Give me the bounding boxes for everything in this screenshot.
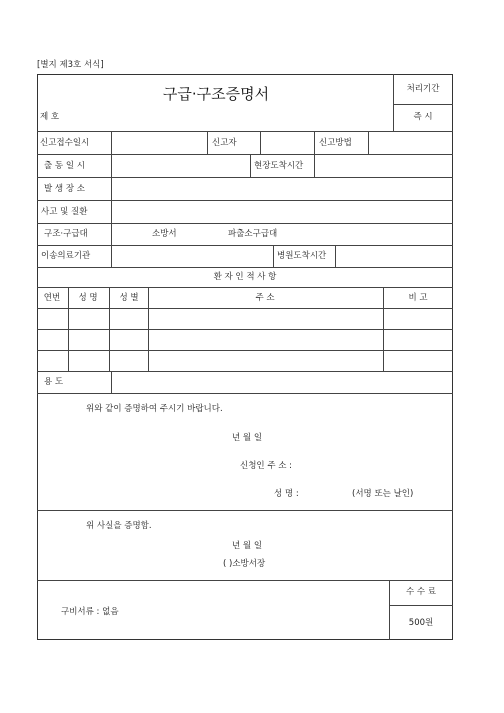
fee-column-line <box>389 580 390 640</box>
column-line <box>383 287 384 371</box>
local-unit-text: 파출소구급대 <box>228 229 278 239</box>
column-line <box>260 131 261 154</box>
column-line <box>111 245 112 267</box>
fee-divider <box>389 605 453 606</box>
row-line <box>37 580 453 581</box>
row-line <box>37 393 453 394</box>
row-line <box>37 131 453 132</box>
column-line <box>207 131 208 154</box>
row-line <box>37 329 453 330</box>
document-title: 구급·구조증명서 <box>162 85 270 103</box>
row-line <box>37 154 453 155</box>
required-documents: 구비서류 : 없음 <box>61 607 119 617</box>
label-rescue-team: 구조·구급대 <box>44 229 88 239</box>
row-line <box>37 177 453 178</box>
column-line <box>314 154 315 177</box>
signature-note: (서명 또는 날인) <box>352 489 414 499</box>
column-line <box>111 371 112 393</box>
label-scene-arrival-time: 현장도착시간 <box>254 161 304 171</box>
form-number-tag: [별지 제3호 서식] <box>37 60 104 70</box>
title-divider <box>393 74 394 131</box>
column-line <box>273 245 274 267</box>
row-line <box>37 371 453 372</box>
row-line <box>37 287 453 288</box>
column-header-remarks: 비 고 <box>408 293 428 303</box>
applicant-address-label: 신청인 주 소 : <box>240 461 293 471</box>
column-line <box>368 131 369 154</box>
label-transfer-hospital: 이송의료기관 <box>41 251 91 261</box>
row-line <box>37 510 453 511</box>
certification-text: 위 사실을 증명함. <box>86 521 152 531</box>
request-date: 년 월 일 <box>232 433 263 443</box>
fire-station-text: 소방서 <box>152 229 177 239</box>
column-header-no: 연번 <box>43 293 61 303</box>
column-header-sex: 성 별 <box>119 293 139 303</box>
column-line <box>109 287 110 371</box>
row-line <box>37 223 453 224</box>
applicant-name-label: 성 명 : <box>274 489 299 499</box>
row-line <box>37 267 453 268</box>
issuer-label: ( )소방서장 <box>223 559 266 569</box>
label-column-line <box>111 131 112 245</box>
fee-value: 500원 <box>408 618 434 628</box>
row-line <box>37 245 453 246</box>
row-line <box>37 200 453 201</box>
processing-period-label: 처리기간 <box>406 84 440 94</box>
patient-section-header: 환 자 인 적 사 항 <box>213 272 277 282</box>
label-hospital-arrival-time: 병원도착시간 <box>277 251 327 261</box>
column-line <box>250 154 251 177</box>
fee-label: 수 수 료 <box>405 587 437 597</box>
document-number-label: 제 호 <box>40 112 60 122</box>
processing-divider <box>393 104 453 105</box>
label-report-method: 신고방법 <box>319 138 352 148</box>
row-line <box>37 350 453 351</box>
certificate-form <box>37 74 453 640</box>
column-line <box>68 287 69 371</box>
column-line <box>335 245 336 267</box>
column-header-address: 주 소 <box>255 293 275 303</box>
certification-date: 년 월 일 <box>232 541 263 551</box>
request-text: 위와 같이 증명하여 주시기 바랍니다. <box>86 404 223 414</box>
label-report-received-time: 신고접수일시 <box>40 138 90 148</box>
processing-period-value: 즉 시 <box>413 112 433 122</box>
column-line <box>148 287 149 371</box>
row-line <box>37 308 453 309</box>
label-location: 발 생 장 소 <box>44 184 85 194</box>
label-dispatch-time: 출 동 일 시 <box>44 161 85 171</box>
column-line <box>314 131 315 154</box>
label-reporter: 신고자 <box>212 138 237 148</box>
label-accident-illness: 사고 및 질환 <box>41 207 88 217</box>
column-header-name: 성 명 <box>78 293 98 303</box>
label-purpose: 용 도 <box>44 377 64 387</box>
